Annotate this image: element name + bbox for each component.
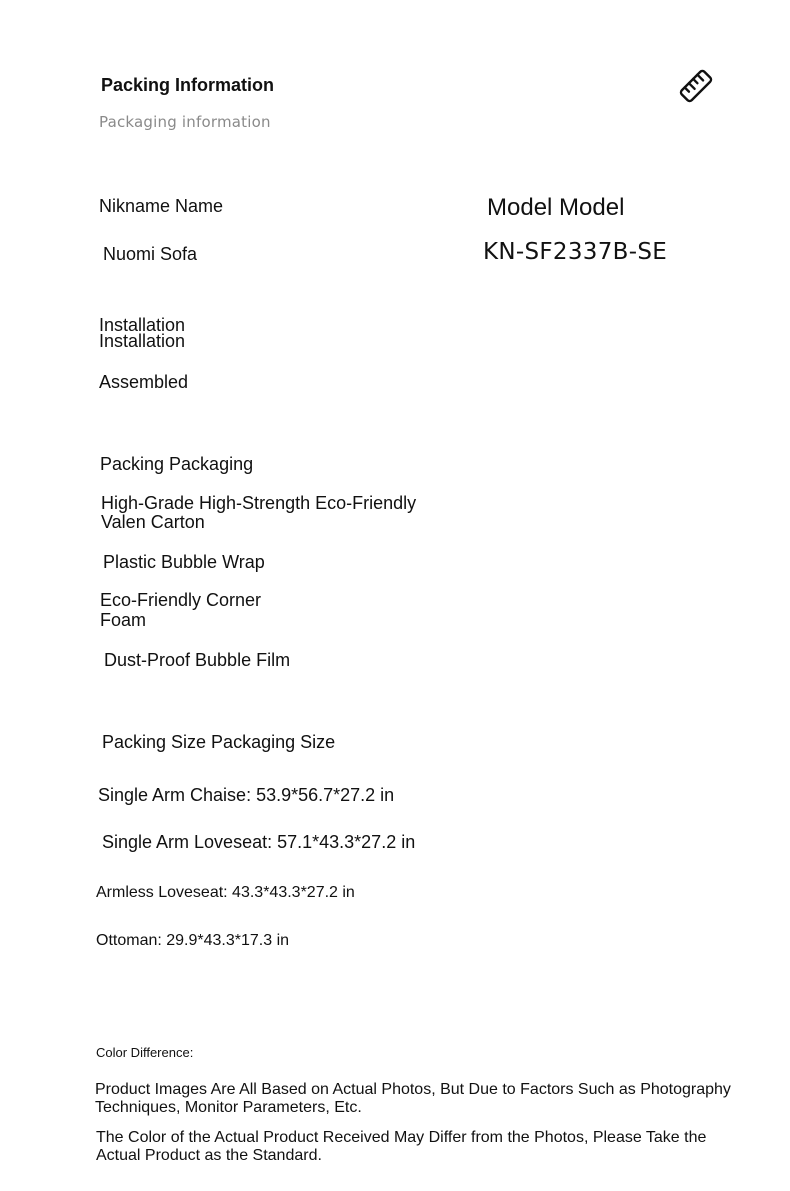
packing-size-item: Armless Loveseat: 43.3*43.3*27.2 in [96, 884, 355, 901]
installation-label-line1: Installation [99, 315, 186, 335]
page-title: Packing Information [101, 75, 275, 95]
nickname-value: Nuomi Sofa [103, 244, 198, 264]
model-value: KN-SF2337B-SE [483, 239, 668, 265]
installation-label-line2: Installation [99, 331, 186, 351]
model-label: Model Model [487, 194, 625, 221]
nickname-label: Nikname Name [99, 196, 224, 216]
packing-item: Dust-Proof Bubble Film [104, 650, 291, 670]
packing-item: High-Grade High-Strength Eco-Friendly Valen Carton [101, 493, 417, 532]
packing-label: Packing Packaging [100, 454, 254, 474]
ruler-icon [676, 66, 716, 106]
packing-item: Plastic Bubble Wrap [103, 552, 265, 572]
packing-size-label: Packing Size Packaging Size [102, 732, 336, 752]
color-difference-label: Color Difference: [96, 1045, 194, 1060]
packing-item: Eco-Friendly Corner Foam [100, 590, 262, 630]
color-difference-note: The Color of the Actual Product Received May Differ from the Photos, Please Take the Actual Product as the Standard. [96, 1129, 707, 1164]
packing-size-item: Single Arm Chaise: 53.9*56.7*27.2 in [98, 785, 395, 805]
packing-size-item: Ottoman: 29.9*43.3*17.3 in [96, 932, 290, 949]
packing-size-item: Single Arm Loveseat: 57.1*43.3*27.2 in [102, 832, 416, 852]
page-subtitle: Packaging information [99, 113, 271, 131]
color-difference-note: Product Images Are All Based on Actual Photos, But Due to Factors Such as Photography Techniques, Monitor Parameters, Etc. [95, 1081, 731, 1116]
installation-value: Assembled [99, 372, 189, 392]
